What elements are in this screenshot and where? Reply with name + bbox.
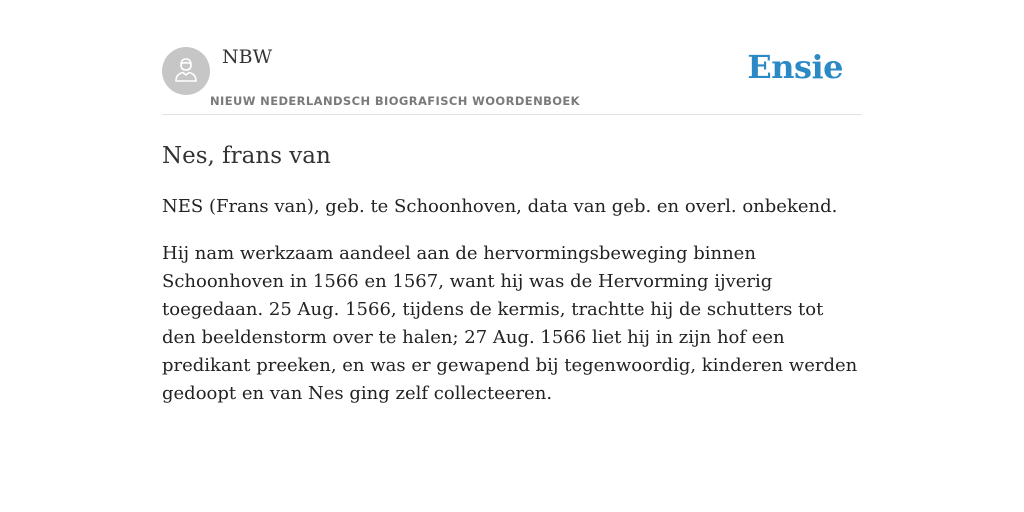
entry-paragraph: NES (Frans van), geb. te Schoonhoven, data van geb. en overl. onbekend. [162,196,838,217]
source-abbreviation[interactable]: NBW [222,46,273,68]
entry-title: Nes, frans van [162,143,331,169]
source-full-name: NIEUW NEDERLANDSCH BIOGRAFISCH WOORDENBOEK [210,94,580,108]
entry-paragraph: Hij nam werkzaam aandeel aan de hervormingsbeweging binnen Schoonhoven in 1566 en 1567, want hij was de Hervorming ijverig toegedaan. 25 Aug. 1566, tijdens de kermis, trachtte hij de schutters tot den beeldenstorm over te halen; 27 Aug. 1566 liet hij in zijn hof een predikant preeken, en was er gewapend bij tegenwoordig, kinderen werden gedoopt en van Nes ging zelf collecteeren. [162,243,858,404]
brand-logo-link[interactable]: Ensie [747,48,843,86]
avatar[interactable] [162,47,210,95]
user-icon [172,55,200,87]
header [162,0,862,115]
page [162,0,862,408]
